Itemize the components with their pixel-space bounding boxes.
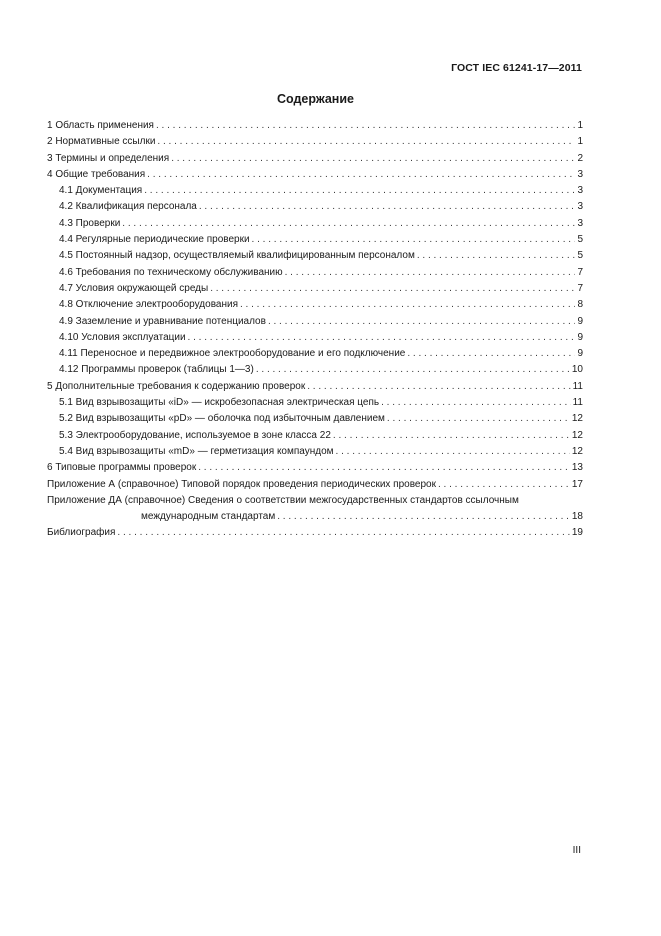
toc-entry[interactable] <box>47 281 583 297</box>
dot-leader <box>188 330 576 346</box>
toc-entry-page: 3 <box>577 217 583 229</box>
toc-entry[interactable] <box>47 199 583 215</box>
toc-entry-page: 19 <box>571 527 583 539</box>
toc-entry-label: Приложение А (справочное) Типовой порядок проведения периодических проверок <box>47 478 436 490</box>
toc-entry[interactable] <box>47 297 583 313</box>
toc-entry-label: 5.1 Вид взрывозащиты «iD» — искробезопасная электрическая цепь <box>59 397 380 409</box>
toc-entry-page: 3 <box>577 201 583 213</box>
toc-entry-label: 4.6 Требования по техническому обслуживанию <box>59 266 283 278</box>
dot-leader <box>210 281 575 297</box>
toc-entry[interactable] <box>47 330 583 346</box>
toc-entry[interactable] <box>47 525 583 541</box>
toc-entry-label: 5.3 Электрооборудование, используемое в зоне класса 22 <box>59 429 331 441</box>
toc-entry-page: 2 <box>577 152 583 164</box>
page-number: III <box>572 845 581 856</box>
toc-entry-label: 1 Область применения <box>47 120 154 131</box>
dot-leader <box>157 134 575 150</box>
toc-entry-page: 11 <box>572 397 583 409</box>
dot-leader <box>240 297 575 313</box>
dot-leader <box>407 346 575 362</box>
toc-entry-page: 9 <box>577 331 583 343</box>
toc-entry[interactable] <box>47 477 583 493</box>
toc-entry-label: 4.8 Отключение электрооборудования <box>59 299 238 311</box>
toc-entry-label: 3 Термины и определения <box>47 152 170 164</box>
toc-entry-page: 9 <box>577 348 583 360</box>
dot-leader <box>333 428 570 444</box>
toc-entry-page: 7 <box>577 266 583 278</box>
toc-entry-page: 8 <box>577 299 583 311</box>
toc-entry-label: 5.4 Вид взрывозащиты «mD» — герметизация компаундом <box>59 445 334 457</box>
dot-leader <box>144 183 575 199</box>
toc-entry[interactable] <box>47 118 583 134</box>
dot-leader <box>268 314 576 330</box>
toc-entry-label: 6 Типовые программы проверок <box>47 462 197 474</box>
dot-leader <box>387 411 570 427</box>
dot-leader <box>122 216 575 232</box>
dot-leader <box>381 395 571 411</box>
dot-leader <box>336 444 570 460</box>
toc-title: Содержание <box>276 92 354 106</box>
toc-entry-page: 11 <box>572 380 583 392</box>
toc-entry[interactable] <box>47 509 583 525</box>
toc-entry-label: 4.11 Переносное и передвижное электрооборудование и его подключение <box>59 348 406 360</box>
toc-entry[interactable] <box>47 134 583 150</box>
toc-entry[interactable] <box>47 265 583 281</box>
toc-entry-label: 4 Общие требования <box>47 168 146 180</box>
toc-entry-label: 4.10 Условия эксплуатации <box>59 331 186 343</box>
toc-entry[interactable] <box>47 379 583 395</box>
dot-leader <box>277 509 570 525</box>
toc-entry[interactable] <box>47 460 583 476</box>
dot-leader <box>147 167 575 183</box>
dot-leader <box>252 232 576 248</box>
dot-leader <box>198 460 570 476</box>
toc-entry-label: 4.3 Проверки <box>59 217 121 229</box>
table-of-contents <box>47 118 583 542</box>
dot-leader <box>285 265 576 281</box>
toc-entry-page: 5 <box>577 234 583 246</box>
toc-entry[interactable] <box>47 248 583 264</box>
toc-entry-label: 4.7 Условия окружающей среды <box>59 282 209 294</box>
toc-entry-label: 4.2 Квалификация персонала <box>59 201 197 213</box>
toc-entry-page: 17 <box>571 478 583 490</box>
dot-leader <box>199 199 576 215</box>
toc-entry-label: международным стандартам <box>141 511 276 523</box>
toc-entry-page: 13 <box>571 462 583 474</box>
dot-leader <box>438 477 570 493</box>
toc-entry-page: 3 <box>577 168 583 180</box>
toc-entry-page: 5 <box>577 250 583 262</box>
toc-entry-label: 4.9 Заземление и уравнивание потенциалов <box>59 315 266 327</box>
toc-entry-label: 4.1 Документация <box>59 185 143 197</box>
toc-entry-page: 12 <box>571 445 583 457</box>
toc-entry[interactable] <box>47 493 583 509</box>
toc-entry-page: 12 <box>571 413 583 425</box>
toc-entry[interactable] <box>47 395 583 411</box>
toc-entry-page: 10 <box>571 364 583 376</box>
dot-leader <box>117 525 569 541</box>
toc-entry-label: Библиография <box>47 527 116 539</box>
toc-entry[interactable] <box>47 183 583 199</box>
toc-entry-page: 7 <box>577 282 583 294</box>
toc-entry-page: 18 <box>571 511 583 523</box>
toc-entry-page: 1 <box>577 120 583 131</box>
toc-entry[interactable] <box>47 216 583 232</box>
toc-entry[interactable] <box>47 151 583 167</box>
toc-entry[interactable] <box>47 346 583 362</box>
toc-entry-page: 9 <box>577 315 583 327</box>
toc-entry-label: 4.5 Постоянный надзор, осуществляемый квалифицированным персоналом <box>59 250 415 262</box>
dot-leader <box>156 118 575 134</box>
toc-entry[interactable] <box>47 314 583 330</box>
dot-leader <box>171 151 575 167</box>
dot-leader <box>307 379 570 395</box>
toc-entry-label: 5 Дополнительные требования к содержанию проверок <box>47 380 306 392</box>
toc-entry-label: 5.2 Вид взрывозащиты «pD» — оболочка под избыточным давлением <box>59 413 385 425</box>
toc-entry-page: 3 <box>577 185 583 197</box>
toc-entry-page: 12 <box>571 429 583 441</box>
toc-entry[interactable] <box>47 444 583 460</box>
dot-leader <box>256 362 570 378</box>
toc-entry[interactable] <box>47 428 583 444</box>
toc-entry[interactable] <box>47 167 583 183</box>
dot-leader <box>417 248 576 264</box>
toc-entry[interactable] <box>47 411 583 427</box>
toc-entry-label: Приложение ДА (справочное) Сведения о соответствии межгосударственных стандартов ссылочным <box>47 494 519 506</box>
toc-entry-page: 1 <box>577 136 583 148</box>
toc-entry-label: 4.12 Программы проверок (таблицы 1—3) <box>59 364 254 376</box>
document-code: ГОСТ IEC 61241-17—2011 <box>451 62 582 74</box>
toc-entry-label: 4.4 Регулярные периодические проверки <box>59 234 250 246</box>
toc-entry[interactable] <box>47 362 583 378</box>
toc-entry-label: 2 Нормативные ссылки <box>47 136 156 148</box>
toc-entry[interactable] <box>47 232 583 248</box>
